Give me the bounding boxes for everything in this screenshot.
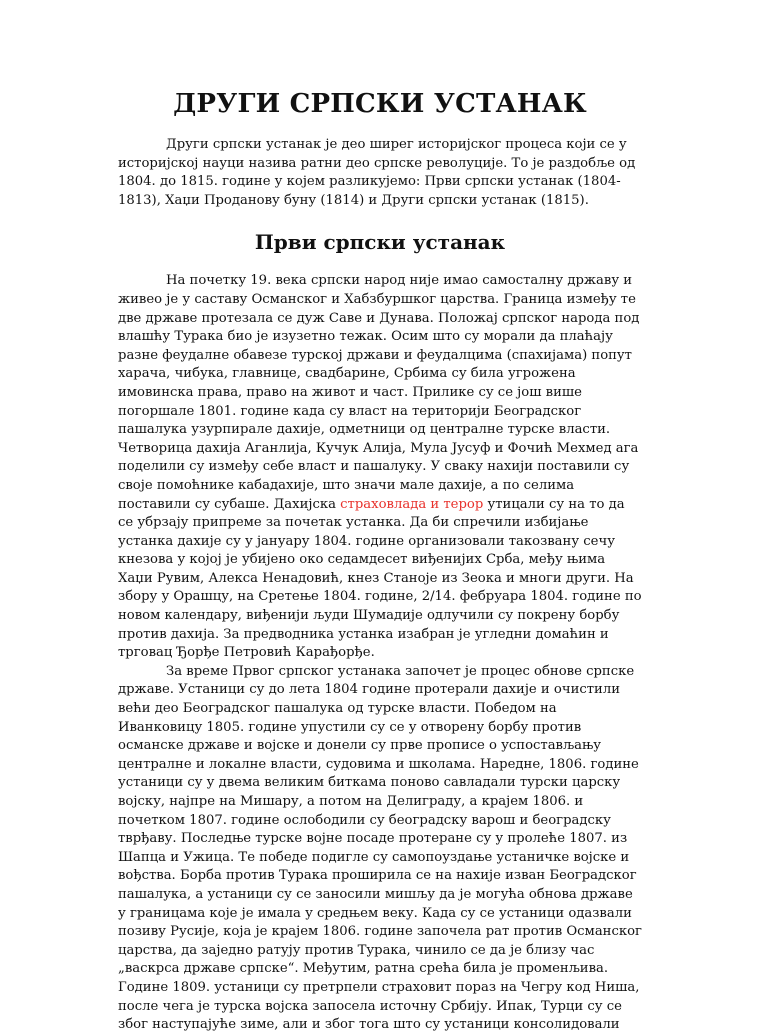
paragraph-2: За време Првог српског устанака започет је процес обнове српске државе. Устаници су до лета 1804 године протерали дахије и очистили већи део Београдског пашалука од турске власти. Победом на Иванковицу 1805. године упустили су се у отворену борбу против османске државе и војске и донели су прве прописе о успостављању централне и локалне власти, судовима и школама. Наредне, 1806. године устаници су у двема великим биткама поново савладали турски царску војску, најпре на Мишару, а потом на Делиграду, а крајем 1806. и почетком 1807. године ослободили су београдску варош и београдску тврђаву. Последње турске војне посаде протеране су у пролеће 1807. из Шапца и Ужица. Те победе подигле су самопоуздање устаничке војске и вођства. Борба против Турака проширила се на нахије изван Београдског пашалука, а устаници су се заносили мишљу да је могућа обнова државе у границама које је имала у средњем веку. Када су се устаници одазвали позиву Русије, која је крајем 1806. године започела рат против Османског царства, да заједно ратују против Турака, чинило се да је близу час „васкрса државе српске“. Међутим, ратна срећа била је променљива. Године 1809. устаници су претрпели страховит пораз на Чегру код Ниша, после чега је турска војска запосела источну Србију. Ипак, Турци су се због наступајуће зиме, али и због тога што су устаници консолидовали (118, 663, 642, 1033)
document-title: ДРУГИ СРПСКИ УСТАНАК (173, 89, 587, 119)
section-heading: Први српски устанак (254, 230, 506, 255)
document-page (118, 84, 642, 1035)
paragraph-1 (118, 272, 642, 662)
paragraph-1-text-a: На почетку 19. века српски народ није имао самосталну државу и живео је у саставу Османског и Хабзбуршког царства. Граница између те две државе протезала се дуж Саве и Дунава. Положај српског народа под влашћу Турака био је изузетно тежак. Осим што су морали да плаћају разне феудалне обавезе турској држави и феудалцима (спахијама) попут харача, чибука, главнице, свадбарине, Србима су била угрожена имовинска права, право на живот и част. Прилике су се још више погоршале 1801. године када су власт на територији Београдског пашалука узурпирале дахије, одметници од централне турске власти. Четворица дахија Аганлија, Кучук Алија, Мула Јусуф и Фочић Мехмед ага поделили су између себе власт и пашалуку. У сваку нахији поставили су своје помоћнике кабадахије, што значи мале дахије, а по селима поставили су субаше. Дахијска (118, 273, 640, 512)
paragraph-1-text-b: утицали су на то да се убрзају припреме за почетак устанка. Да би спречили избијање устанка дахије су у јануару 1804. године организовали такозвану сечу кнезова у којој је убијено око седамдесет виђенијих Срба, међу њима Хаџи Рувим, Алекса Ненадовић, кнез Станоје из Зеока и многи други. На збору у Орашцу, на Сретење 1804. године, 2/14. фебруара 1804. године по новом календару, виђенији људи Шумадије одлучили су покрену борбу против дахија. За предводника устанка изабран је угледни домаћин и трговац Ђорђе Петровић Карађорђе. (118, 496, 642, 661)
highlighted-phrase: страховлада и терор (340, 496, 484, 512)
intro-paragraph: Други српски устанак је део ширег историјског процеса који се у историјској науци назива ратни део српске револуције. То је раздобље од 1804. до 1815. године у којем разликујемо: Први српски устанак (1804-1813), Хаџи Проданову буну (1814) и Други српски устанак (1815). (118, 137, 636, 208)
